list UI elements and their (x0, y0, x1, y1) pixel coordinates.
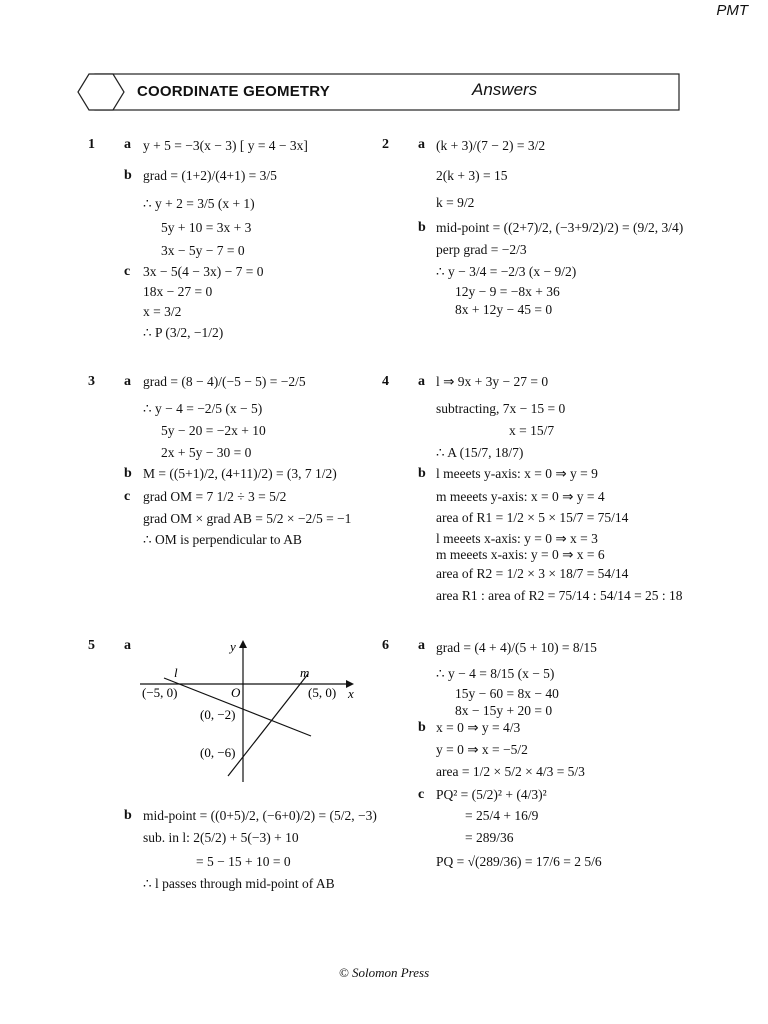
line-l-label: l (174, 665, 178, 680)
answer-line: 5y + 10 = 3x + 3 (161, 220, 252, 235)
question-number: 5 (88, 638, 95, 653)
part-label: c (124, 264, 131, 279)
answer-line: sub. in l: 2(5/2) + 5(−3) + 10 (143, 830, 299, 845)
answer-line: y + 5 = −3(x − 3) [ y = 4 − 3x] (143, 138, 308, 153)
answer-line: grad OM × grad AB = 5/2 × −2/5 = −1 (143, 511, 352, 526)
part-label: a (124, 638, 131, 653)
answer-line: M = ((5+1)/2, (4+11)/2) = (3, 7 1/2) (143, 466, 337, 481)
answer-line: mid-point = ((2+7)/2, (−3+9/2)/2) = (9/2, 3/4) (436, 220, 684, 235)
point-label: (0, −2) (200, 707, 236, 722)
part-label: a (124, 374, 131, 389)
part-label: a (124, 137, 131, 152)
answer-line: ∴ P (3/2, −1/2) (143, 325, 224, 340)
answer-line: PQ² = (5/2)² + (4/3)² (436, 787, 547, 802)
answer-line: ∴ l passes through mid-point of AB (143, 876, 335, 891)
answer-line: 3x − 5(4 − 3x) − 7 = 0 (143, 264, 264, 279)
footer-credit: © Solomon Press (338, 965, 430, 980)
answer-line: grad = (4 + 4)/(5 + 10) = 8/15 (436, 640, 597, 655)
part-label: a (418, 638, 425, 653)
answer-line: area = 1/2 × 5/2 × 4/3 = 5/3 (436, 764, 585, 779)
answer-line: = 5 − 15 + 10 = 0 (196, 854, 291, 869)
part-label: b (124, 466, 132, 481)
answer-line: m meeets y-axis: x = 0 ⇒ y = 4 (436, 489, 605, 504)
answer-line: l ⇒ 9x + 3y − 27 = 0 (436, 374, 549, 389)
answer-line: ∴ y − 4 = 8/15 (x − 5) (436, 666, 555, 681)
answer-line: x = 15/7 (509, 423, 555, 438)
answer-line: x = 0 ⇒ y = 4/3 (436, 720, 521, 735)
answer-line: (k + 3)/(7 − 2) = 3/2 (436, 138, 546, 153)
answer-line: 3x − 5y − 7 = 0 (161, 243, 245, 258)
answer-line: area of R2 = 1/2 × 3 × 18/7 = 54/14 (436, 566, 629, 581)
line-graph (140, 638, 370, 788)
answer-line: ∴ y − 3/4 = −2/3 (x − 9/2) (436, 264, 577, 279)
y-axis-label: y (230, 639, 236, 654)
question-number: 1 (88, 137, 95, 152)
answer-line: 12y − 9 = −8x + 36 (455, 284, 560, 299)
answer-line: area of R1 = 1/2 × 5 × 15/7 = 75/14 (436, 510, 629, 525)
answer-line: perp grad = −2/3 (436, 242, 527, 257)
answer-line: 18x − 27 = 0 (143, 284, 213, 299)
answer-line: subtracting, 7x − 15 = 0 (436, 401, 566, 416)
point-label: (5, 0) (308, 685, 337, 700)
answer-line: ∴ y + 2 = 3/5 (x + 1) (143, 196, 255, 211)
answer-line: mid-point = ((0+5)/2, (−6+0)/2) = (5/2, −3) (143, 808, 377, 823)
answer-line: 2(k + 3) = 15 (436, 168, 508, 183)
answer-line: l meeets x-axis: y = 0 ⇒ x = 3 (436, 531, 598, 546)
answer-line: k = 9/2 (436, 195, 475, 210)
part-label: a (418, 374, 425, 389)
part-label: b (124, 168, 132, 183)
answer-line: grad OM = 7 1/2 ÷ 3 = 5/2 (143, 489, 287, 504)
answer-line: 15y − 60 = 8x − 40 (455, 686, 559, 701)
answer-line: x = 3/2 (143, 304, 182, 319)
y-axis-arrow (239, 640, 247, 648)
chapter-title: COORDINATE GEOMETRY (137, 83, 330, 100)
answer-line: = 289/36 (465, 830, 514, 845)
answer-line: l meeets y-axis: x = 0 ⇒ y = 9 (436, 466, 598, 481)
point-label: (0, −6) (200, 745, 236, 760)
chapter-subtitle: Answers (472, 80, 538, 99)
question-number: 6 (382, 638, 389, 653)
part-label: c (124, 489, 131, 504)
question-number: 3 (88, 374, 95, 389)
origin-label: O (231, 685, 241, 700)
answer-line: ∴ OM is perpendicular to AB (143, 532, 302, 547)
answer-line: 2x + 5y − 30 = 0 (161, 445, 252, 460)
line-m-label: m (300, 665, 310, 680)
x-axis-label: x (348, 686, 354, 701)
answer-line: m meeets x-axis: y = 0 ⇒ x = 6 (436, 547, 605, 562)
answer-line: area R1 : area of R2 = 75/14 : 54/14 = 25 : 18 (436, 588, 683, 603)
part-label: c (418, 787, 425, 802)
part-label: b (124, 808, 132, 823)
page-corner-label: PMT (716, 2, 748, 19)
answer-line: grad = (1+2)/(4+1) = 3/5 (143, 168, 277, 183)
part-label: b (418, 720, 426, 735)
answer-line: = 25/4 + 16/9 (465, 808, 539, 823)
answer-line: ∴ y − 4 = −2/5 (x − 5) (143, 401, 263, 416)
answer-line: 8x − 15y + 20 = 0 (455, 703, 553, 718)
answer-line: ∴ A (15/7, 18/7) (436, 445, 524, 460)
answer-line: PQ = √(289/36) = 17/6 = 2 5/6 (436, 854, 602, 869)
question-number: 2 (382, 137, 389, 152)
answer-line: 8x + 12y − 45 = 0 (455, 302, 553, 317)
part-label: b (418, 466, 426, 481)
part-label: b (418, 220, 426, 235)
question-number: 4 (382, 374, 389, 389)
answer-line: 5y − 20 = −2x + 10 (161, 423, 266, 438)
part-label: a (418, 137, 425, 152)
chapter-banner (77, 73, 680, 111)
answer-line: grad = (8 − 4)/(−5 − 5) = −2/5 (143, 374, 306, 389)
answer-line: y = 0 ⇒ x = −5/2 (436, 742, 528, 757)
point-label: (−5, 0) (142, 685, 178, 700)
